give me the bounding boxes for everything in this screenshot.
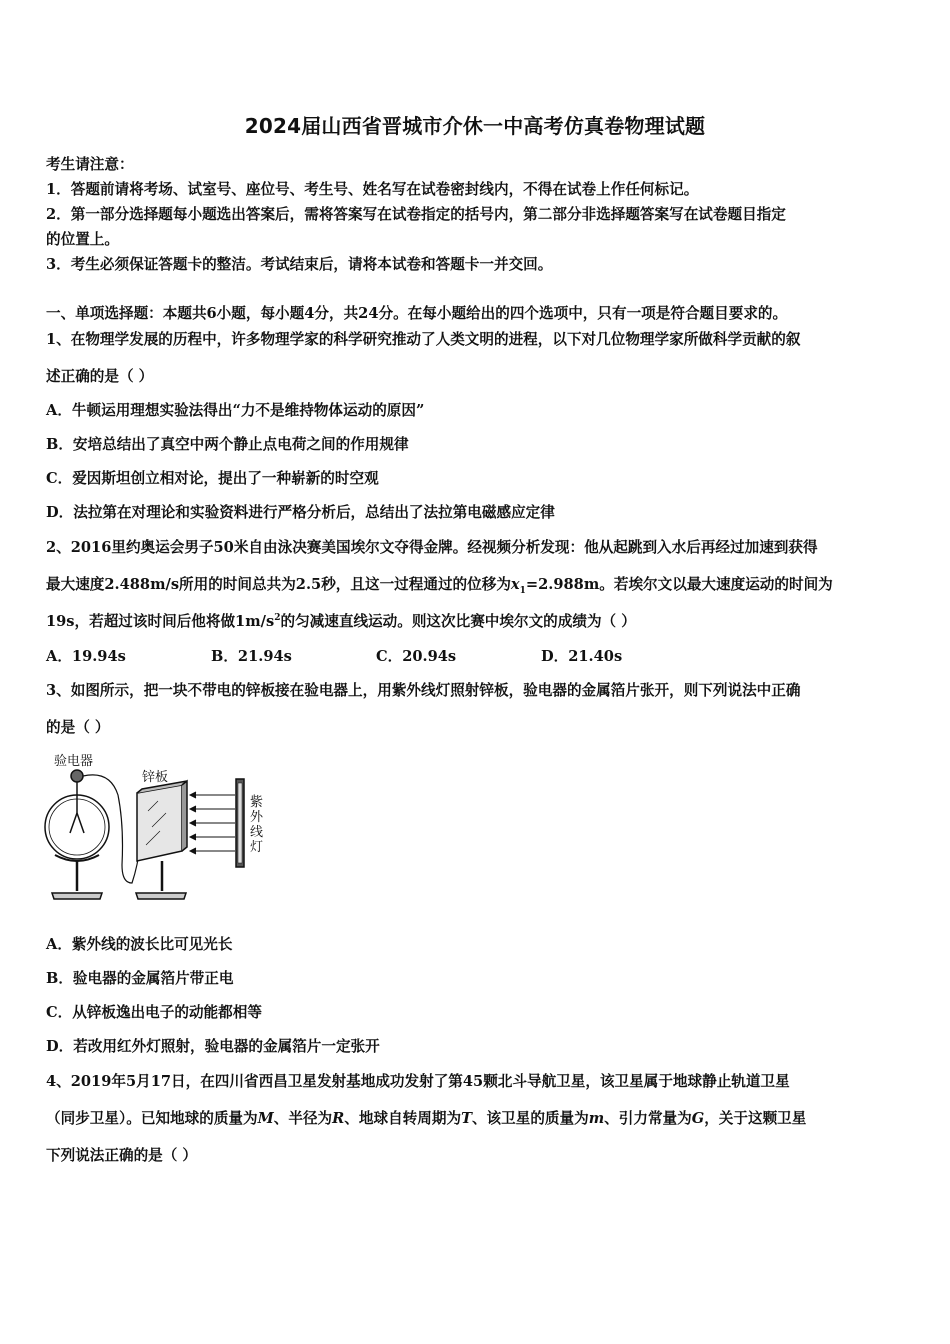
q2-option-c: C．20.94s [376, 648, 457, 665]
notice-item-2: 2．第一部分选择题每小题选出答案后，需将答案写在试卷指定的括号内，第二部分非选择题答案写在试卷题目指定 [46, 206, 786, 223]
q2-option-d: D．21.40s [541, 648, 623, 665]
notice-heading: 考生请注意： [46, 156, 134, 173]
q2-line1: 2、2016里约奥运会男子50米自由泳决赛美国埃尔文夺得金牌。经视频分析发现：他从起跳到入水后再经过加速到获得 [46, 539, 818, 556]
q1-option-b: B．安培总结出了真空中两个静止点电荷之间的作用规律 [46, 436, 409, 453]
q3-option-d: D．若改用红外灯照射，验电器的金属箔片一定张开 [46, 1038, 380, 1055]
figure-label-electroscope: 验电器 [54, 754, 94, 769]
figure-label-zinc-plate: 锌板 [142, 770, 169, 785]
q3-stem-line2: 的是（ ） [46, 719, 110, 736]
q3-option-a: A．紫外线的波长比可见光长 [46, 936, 233, 953]
q2-option-b: B．21.94s [211, 648, 292, 665]
page-title: 2024届山西省晋城市介休一中高考仿真卷物理试题 [244, 114, 706, 138]
notice-item-2-cont: 的位置上。 [46, 231, 119, 248]
q4-line3: 下列说法正确的是（ ） [46, 1147, 198, 1164]
q1-stem-line1: 1、在物理学发展的历程中，许多物理学家的科学研究推动了人类文明的进程，以下对几位物理学家所做科学贡献的叙 [46, 331, 801, 348]
q3-stem-line1: 3、如图所示，把一块不带电的锌板接在验电器上，用紫外线灯照射锌板，验电器的金属箔片张开，则下列说法中正确 [46, 682, 801, 699]
figure-label-uv-lamp: 紫 外 线 灯 [250, 795, 264, 855]
q1-stem-line2: 述正确的是（ ） [46, 368, 154, 385]
zinc-plate-icon [136, 781, 187, 899]
q4-line1: 4、2019年5月17日，在四川省西昌卫星发射基地成功发射了第45颗北斗导航卫星，该卫星属于地球静止轨道卫星 [46, 1073, 790, 1090]
electroscope-icon [45, 781, 109, 899]
q1-option-c: C．爱因斯坦创立相对论，提出了一种崭新的时空观 [46, 470, 379, 487]
notice-item-1: 1．答题前请将考场、试室号、座位号、考生号、姓名写在试卷密封线内，不得在试卷上作任何标记。 [46, 181, 699, 198]
photoelectric-figure [40, 765, 270, 910]
q2-line2: 最大速度2.488m/s所用的时间总共为2.5秒，且这一过程通过的位移为$x_1=2.988m$。若埃尔文以最大速度运动的时间为 [46, 576, 833, 596]
q2-option-a: A．19.94s [46, 648, 126, 665]
q4-line2: （同步卫星）。已知地球的质量为M、半径为R、地球自转周期为T、该卫星的质量为m、引力常量为G，关于这颗卫星 [46, 1110, 807, 1127]
uv-lamp-icon [236, 779, 244, 867]
notice-item-3: 3．考生必须保证答题卡的整洁。考试结束后，请将本试卷和答题卡一并交回。 [46, 256, 553, 273]
uv-rays [190, 792, 235, 854]
q1-option-a: A．牛顿运用理想实验法得出“力不是维持物体运动的原因” [46, 402, 425, 419]
q1-option-d: D．法拉第在对理论和实验资料进行严格分析后，总结出了法拉第电磁感应定律 [46, 504, 555, 521]
q3-option-c: C．从锌板逸出电子的动能都相等 [46, 1004, 262, 1021]
q3-option-b: B．验电器的金属箔片带正电 [46, 970, 234, 987]
q2-line3: 19s，若超过该时间后他将做$1m/s^2$的匀减速直线运动。则这次比赛中埃尔文的成绩为（ ） [46, 613, 636, 630]
section-heading: 一、单项选择题：本题共6小题，每小题4分，共24分。在每小题给出的四个选项中，只有一项是符合题目要求的。 [46, 305, 788, 322]
